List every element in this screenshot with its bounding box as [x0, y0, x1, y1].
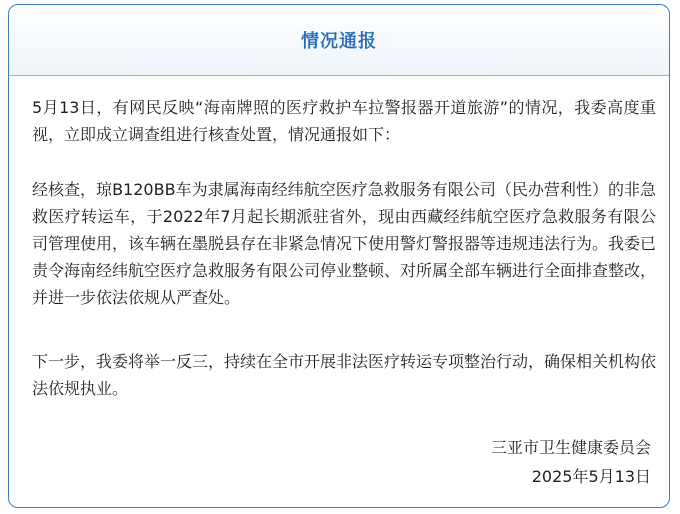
paragraph-findings: 经核查，琼B120BB车为隶属海南经纬航空医疗急救服务有限公司（民办营利性）的非急救医疗转运车，于2022年7月起长期派驻省外，现由西藏经纬航空医疗急救服务有限公司管理使用，该车辆在墨脱县存在非紧急情况下使用警灯警报器等违规违法行为。我委已责令海南经纬航空医疗急救服务有限公司停业整顿、对所属全部车辆进行全面排查整改，并进一步依法依规从严查处。: [32, 180, 657, 307]
notice-frame: [8, 4, 670, 508]
signature-organization: 三亚市卫生健康委员会: [490, 438, 651, 457]
notice-title: 情况通报: [301, 31, 377, 52]
paragraph-intro: 5月13日，有网民反映“海南牌照的医疗救护车拉警报器开道旅游”的情况，我委高度重视，立即成立调查组进行核查处置，情况通报如下：: [32, 98, 656, 144]
signature-date: 2025年5月13日: [531, 467, 651, 486]
paragraph-next-steps: 下一步，我委将举一反三，持续在全市开展非法医疗转运专项整治行动，确保相关机构依法依规执业。: [32, 352, 657, 398]
title-band: [9, 5, 669, 76]
